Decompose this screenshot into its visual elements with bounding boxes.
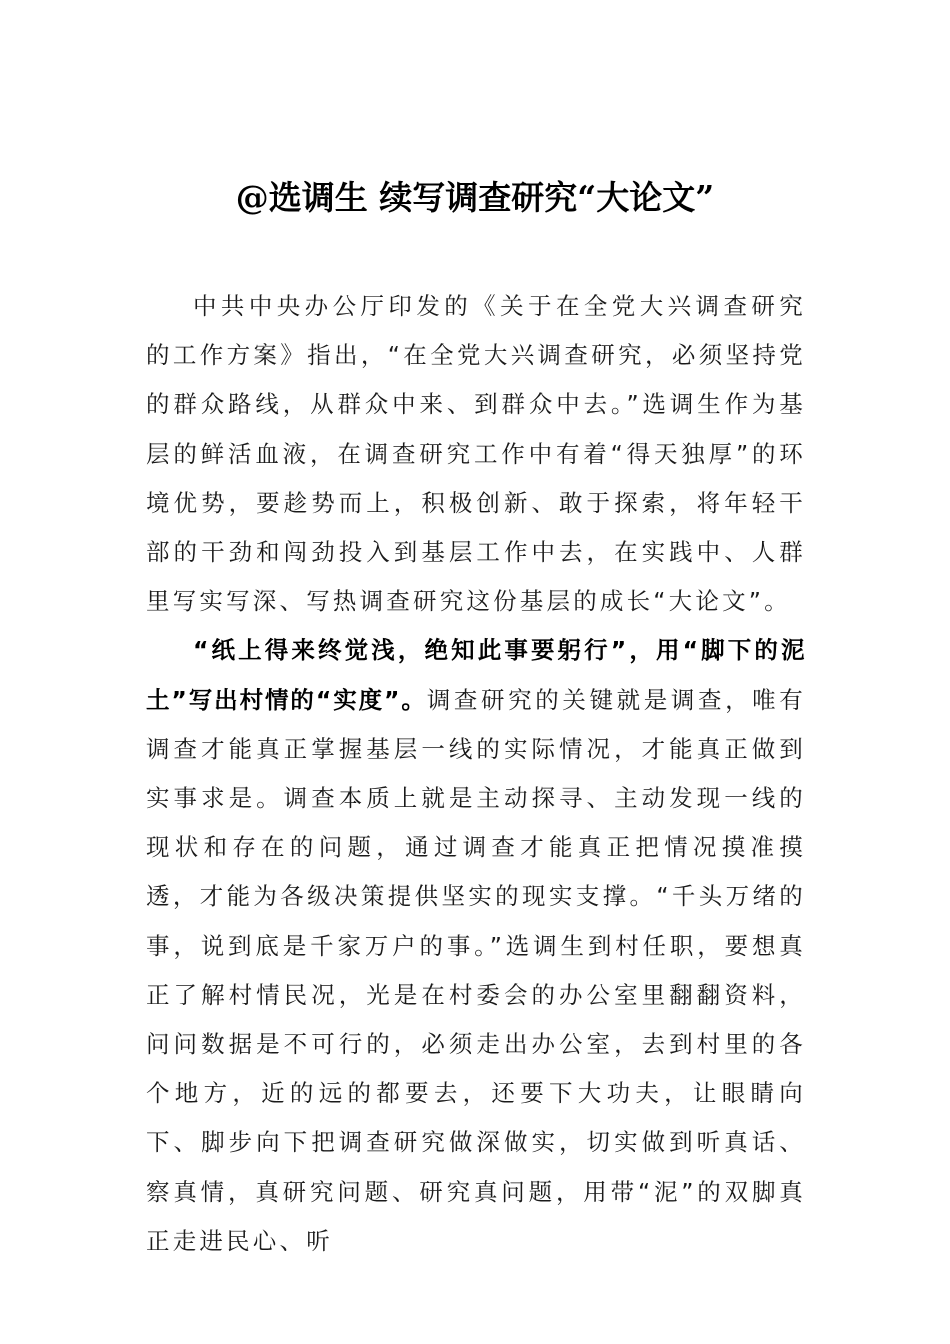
paragraph-intro (146, 282, 806, 626)
document-title: @选调生 续写调查研究“大论文” (235, 178, 715, 217)
paragraph-text: 调查研究的关键就是调查，唯有调查才能真正掌握基层一线的实际情况，才能真正做到实事求是。调查本质上就是主动探寻、主动发现一线的现状和存在的问题，通过调查才能真正把情况摸准摸透，才能为各级决策提供坚实的现实支撑。“千头万绪的事，说到底是千家万户的事。”选调生到村任职，要想真正了解村情民况，光是在村委会的办公室里翻翻资料，问问数据是不可行的，必须走出办公室，去到村里的各个地方，近的远的都要去，还要下大功夫，让眼睛向下、脚步向下把调查研究做深做实，切实做到听真话、察真情，真研究问题、研究真问题，用带“泥”的双脚真正走进民心、听 (146, 685, 806, 1255)
paragraph-text: 中共中央办公厅印发的《关于在全党大兴调查研究的工作方案》指出，“在全党大兴调查研究，必须坚持党的群众路线，从群众中来、到群众中去。”选调生作为基层的鲜活血液，在调查研究工作中有着“得天独厚”的环境优势，要趁势而上，积极创新、敢于探索，将年轻干部的干劲和闯劲投入到基层工作中去，在实践中、人群里写实写深、写热调查研究这份基层的成长“大论文”。 (146, 292, 806, 616)
paragraph-field-research (146, 626, 806, 1266)
paragraph-lead-heading: “纸上得来终觉浅，绝知此事要躬行”，用“脚下的泥土”写出村情的“实度”。 (146, 636, 806, 714)
document-body (146, 282, 806, 1266)
